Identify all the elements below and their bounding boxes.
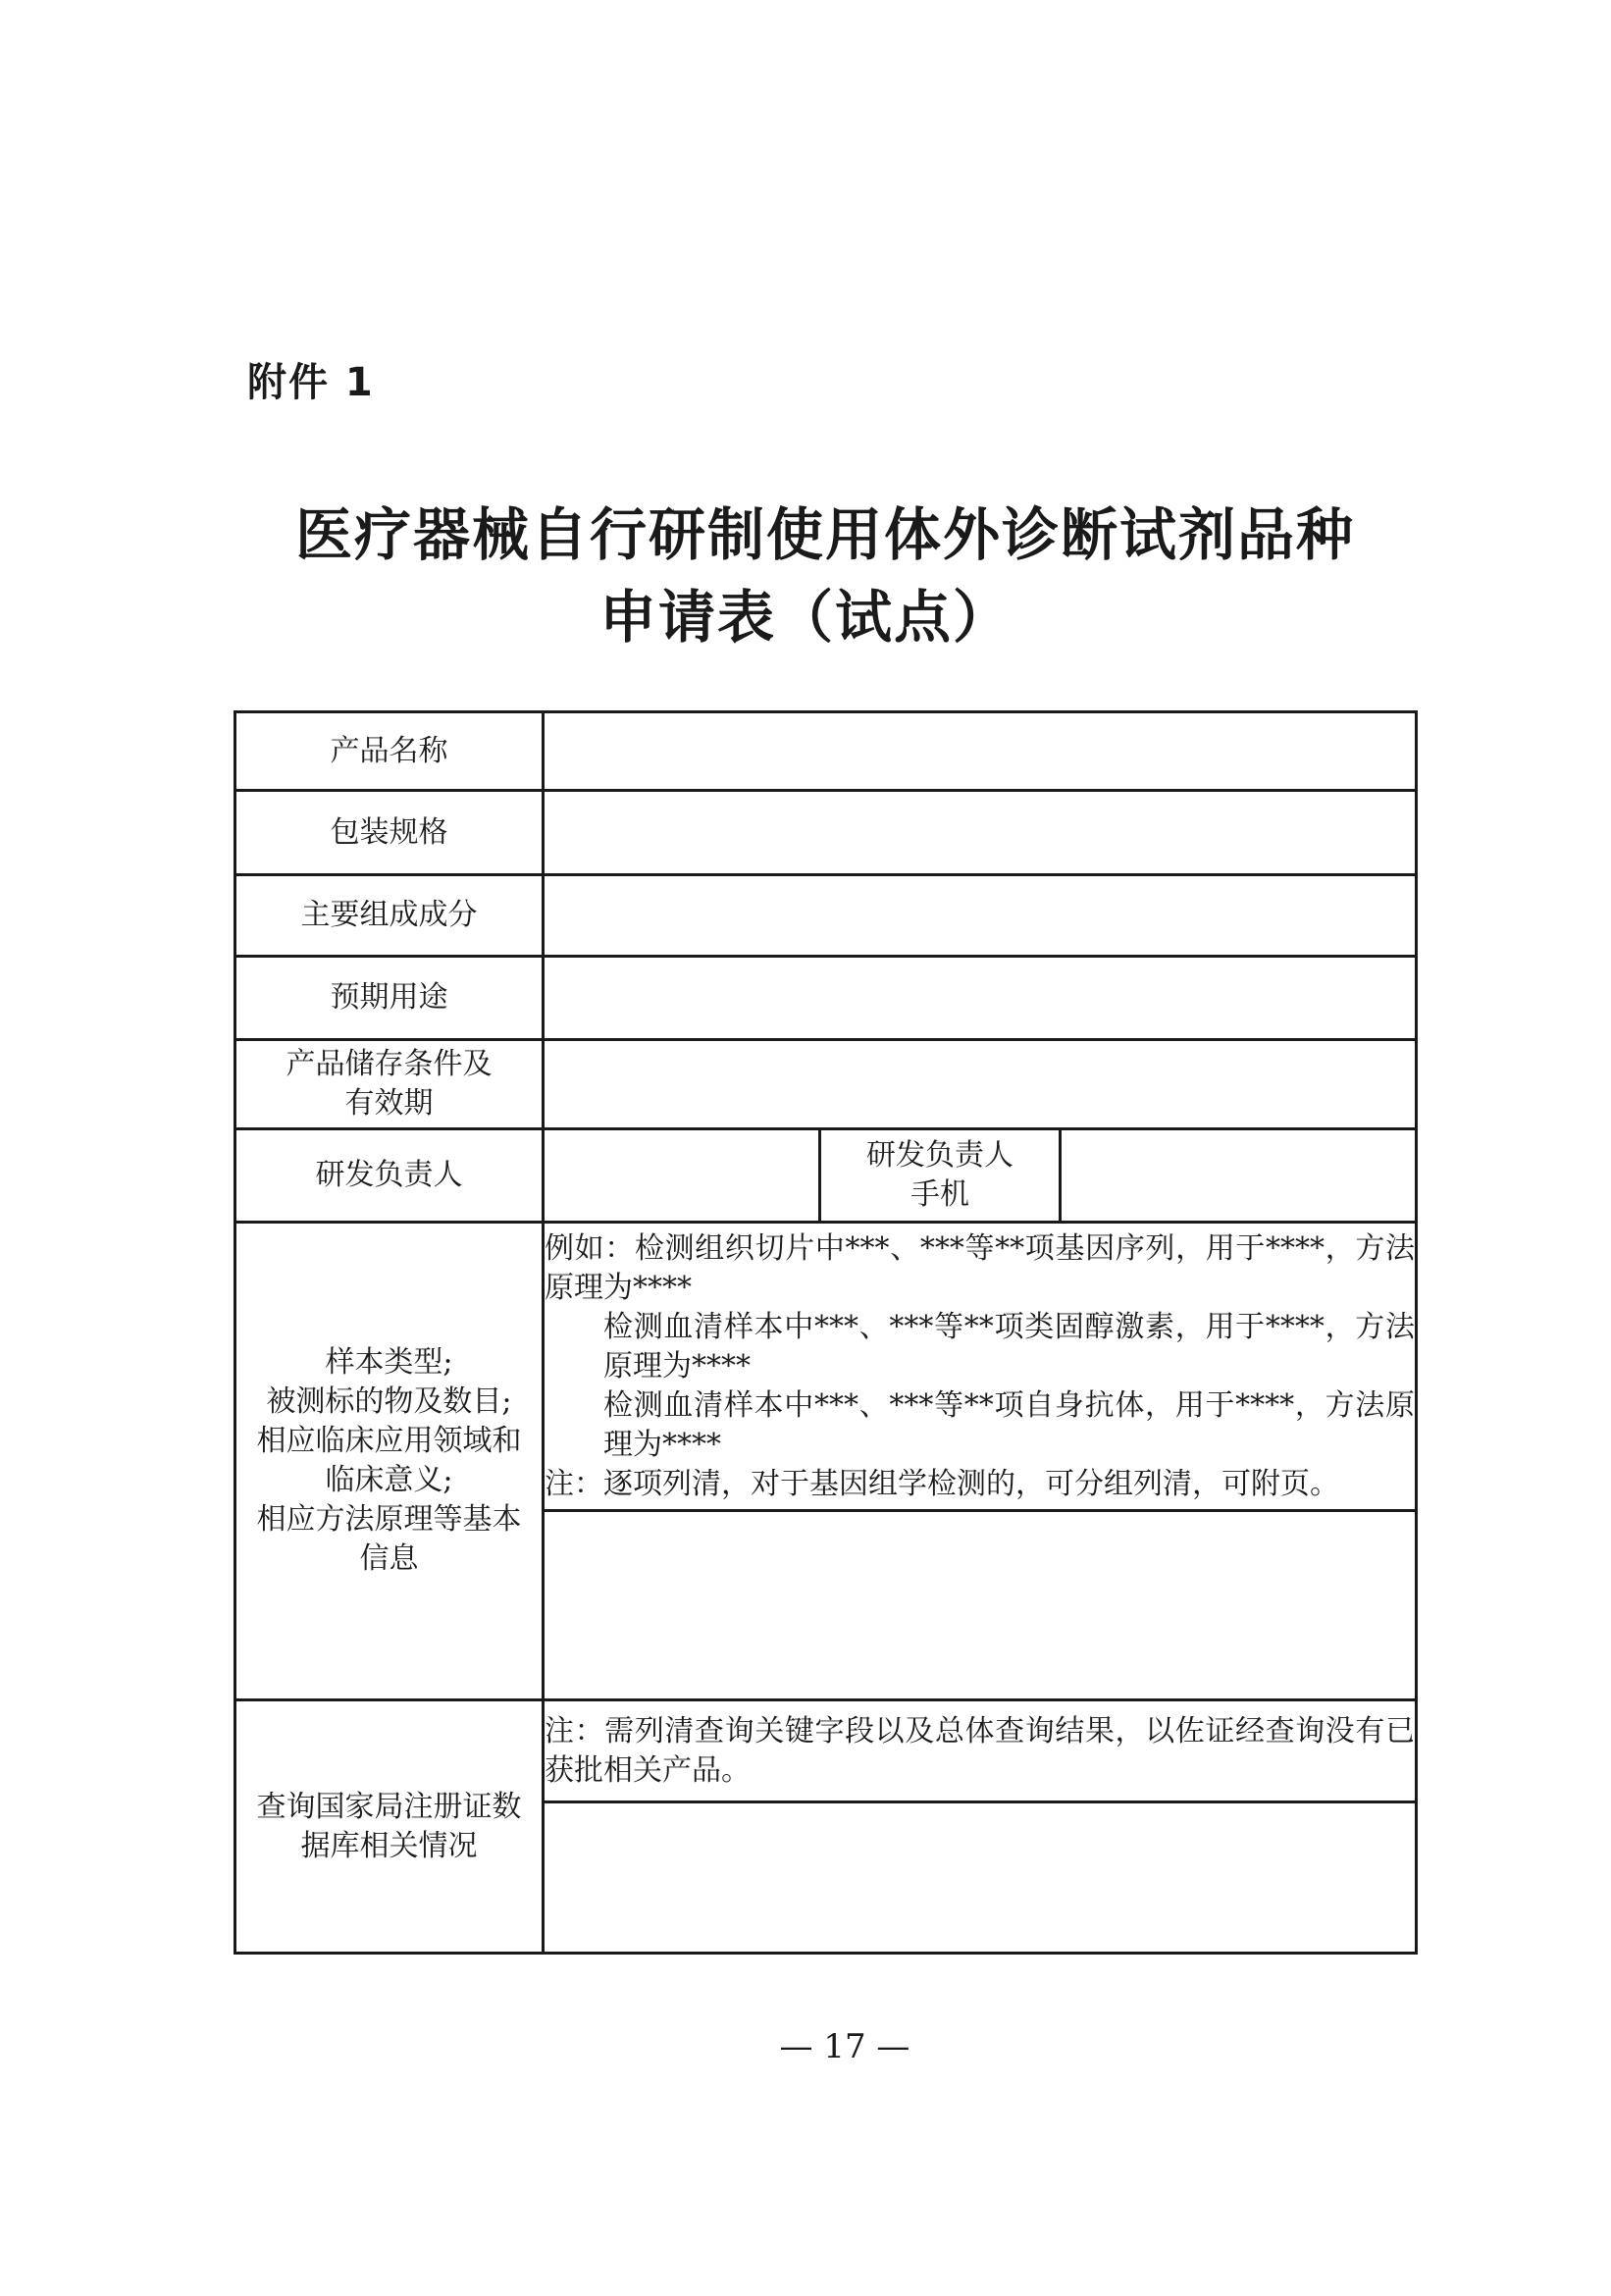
row-main-components: [235, 875, 1417, 957]
attachment-label: 附件 1: [247, 360, 375, 405]
row-intended-use: [235, 957, 1417, 1040]
sample-info-example-note: [544, 1223, 1417, 1511]
row-sample-info-note: [235, 1223, 1417, 1511]
form-title-line-2: 申请表（试点）: [598, 584, 1012, 651]
label-target-analytes: 被测标的物及数目;: [266, 1384, 512, 1419]
label-package-spec: 包装规格: [235, 791, 544, 875]
label-intended-use: 预期用途: [235, 957, 544, 1040]
label-method-principle: 相应方法原理等基本信息: [256, 1502, 522, 1576]
field-rd-lead[interactable]: [544, 1129, 820, 1223]
field-intended-use[interactable]: [544, 957, 1417, 1040]
label-clinical-field: 相应临床应用领域和临床意义;: [256, 1424, 522, 1497]
label-sample-info: [235, 1223, 544, 1700]
label-main-components: 主要组成成分: [235, 875, 544, 957]
row-product-name: [235, 712, 1417, 791]
field-product-name[interactable]: [544, 712, 1417, 791]
row-query-note: [235, 1700, 1417, 1802]
query-remark: 注：需列清查询关键字段以及总体查询结果，以佐证经查询没有已获批相关产品。: [544, 1700, 1417, 1802]
example-autoantibody: 检测血清样本中***、***等**项自身抗体，用于****，方法原理为****: [603, 1387, 1415, 1462]
example-steroid-hormone: 检测血清样本中***、***等**项类固醇激素，用于****，方法原理为****: [603, 1309, 1415, 1383]
label-query-database: 查询国家局注册证数据库相关情况: [235, 1700, 544, 1954]
row-storage: [235, 1040, 1417, 1129]
page-number: — 17 —: [779, 2027, 910, 2066]
field-storage[interactable]: [544, 1040, 1417, 1129]
label-rd-lead-phone: 研发负责人手机: [820, 1129, 1061, 1223]
field-main-components[interactable]: [544, 875, 1417, 957]
field-sample-info[interactable]: [544, 1511, 1417, 1700]
field-query-result[interactable]: [544, 1802, 1417, 1954]
label-product-name: 产品名称: [235, 712, 544, 791]
field-rd-lead-phone[interactable]: [1061, 1129, 1417, 1223]
row-package-spec: [235, 791, 1417, 875]
label-rd-lead: 研发负责人: [235, 1129, 544, 1223]
field-package-spec[interactable]: [544, 791, 1417, 875]
example-gene-sequence: 例如：检测组织切片中***、***等**项基因序列，用于****，方法原理为****: [545, 1230, 1415, 1305]
form-title-line-1: 医疗器械自行研制使用体外诊断试剂品种: [294, 501, 1355, 568]
application-form-table: [234, 710, 1418, 1955]
label-storage: 产品储存条件及有效期: [235, 1040, 544, 1129]
sample-info-remark: 注：逐项列清，对于基因组学检测的，可分组列清，可附页。: [545, 1466, 1339, 1501]
row-rd-lead: [235, 1129, 1417, 1223]
label-sample-type: 样本类型;: [325, 1345, 453, 1380]
